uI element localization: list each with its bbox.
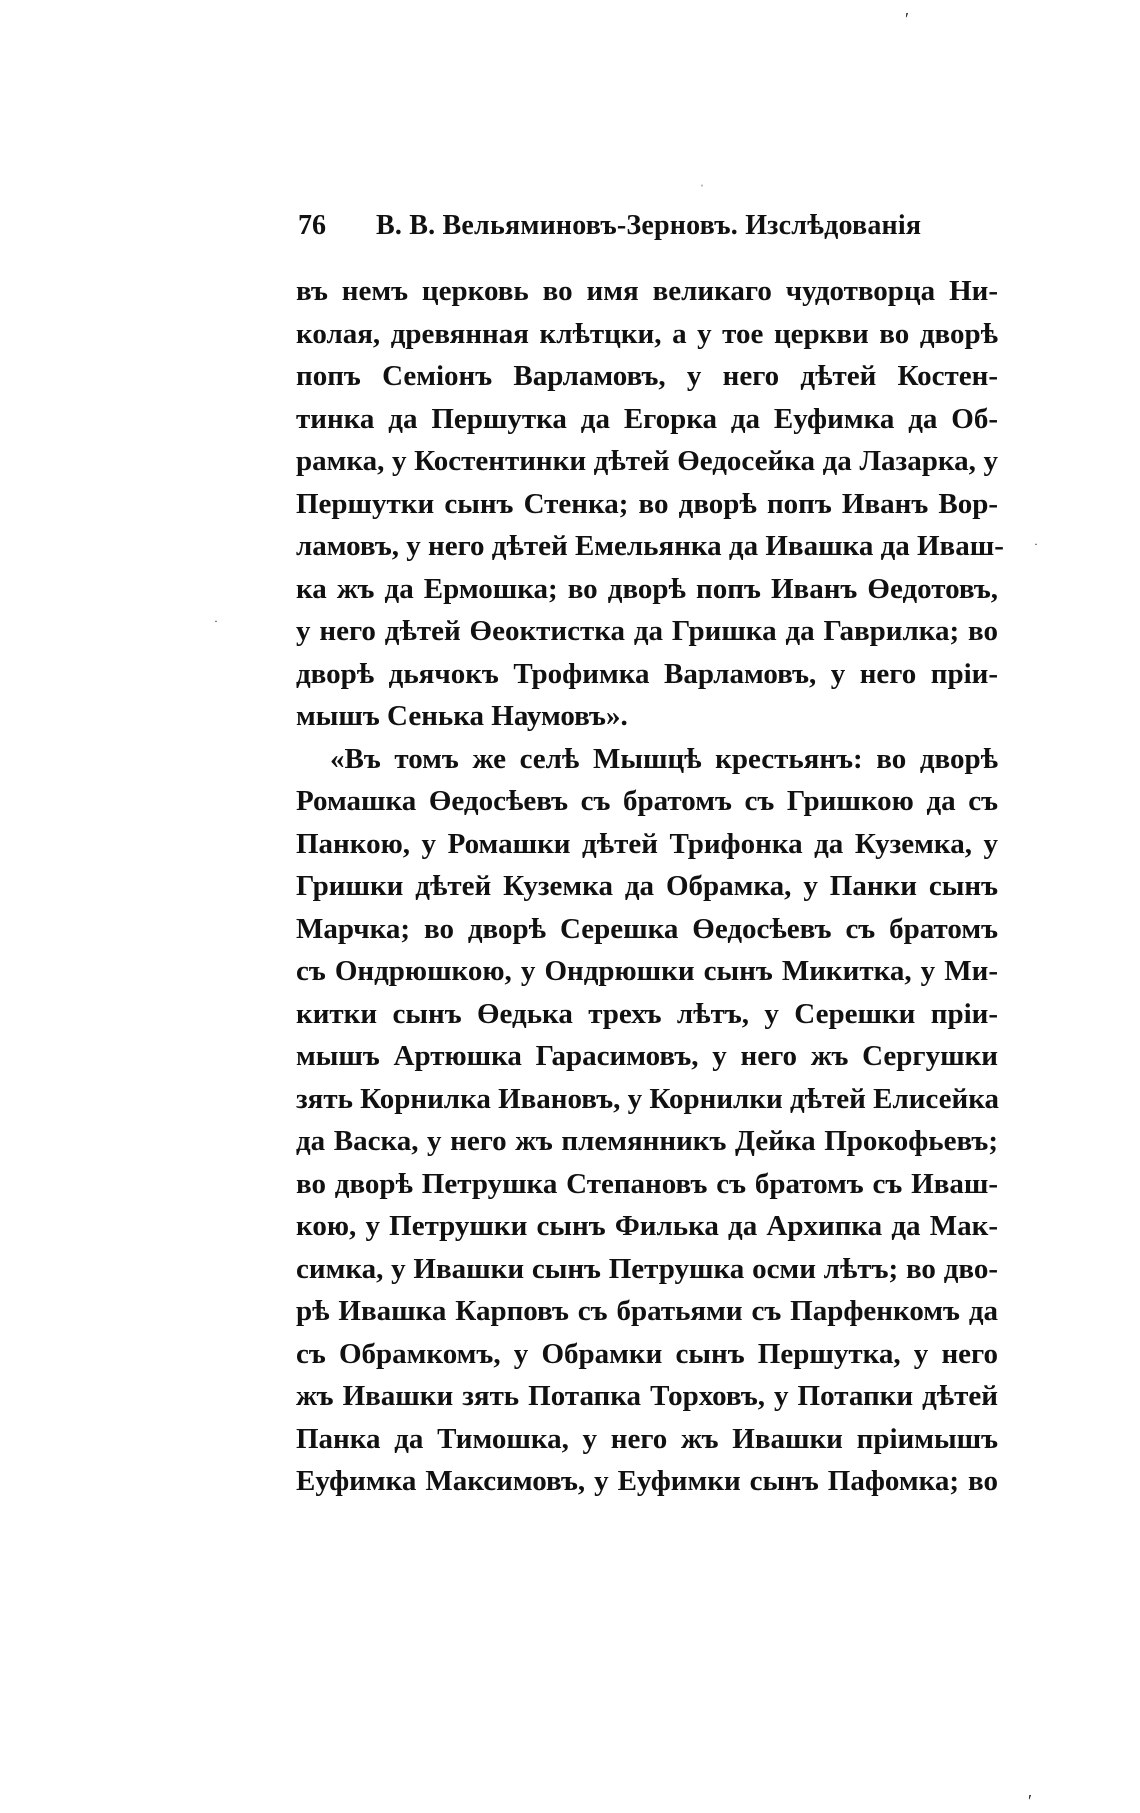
stray-mark-left-margin: · (214, 614, 218, 628)
text-line: въ немъ церковь во имя великаго чудотворца Ни- (296, 275, 998, 307)
body-text (296, 270, 1004, 1503)
text-line: тинка да Першутка да Егорка да Еуфимка да Об- (296, 402, 998, 435)
text-line: дворѣ дьячокъ Трофимка Варламовъ, у него пріи- (296, 657, 998, 690)
text-line: ка жъ да Ермошка; во дворѣ попъ Иванъ Өедотовъ, (296, 572, 998, 605)
text-line: мышъ Сенька Наумовъ». (296, 700, 628, 732)
text-line: мышъ Артюшка Гарасимовъ, у него жъ Сергушки (296, 1040, 998, 1072)
text-line: Панка да Тимошка, у него жъ Ивашки пріимышъ (296, 1422, 998, 1455)
text-line: попъ Семіонъ Варламовъ, у него дѣтей Костен- (296, 360, 998, 392)
text-line: рамка, у Костентинки дѣтей Өедосейка да Лазарка, у (296, 445, 998, 477)
text-line: Панкою, у Ромашки дѣтей Трифонка да Куземка, у (296, 827, 998, 860)
text-line: да Васка, у него жъ племянникъ Дейка Прокофьевъ; (296, 1125, 998, 1157)
text-line: симка, у Ивашки сынъ Петрушка осми лѣтъ; во дво- (296, 1252, 998, 1285)
text-line: колая, древянная клѣтцки, а у тое церкви во дворѣ (296, 317, 998, 350)
stray-mark-top-right: ′ (905, 9, 909, 29)
text-line: Гришки дѣтей Куземка да Обрамка, у Панки сынъ (296, 870, 998, 902)
text-line: Ромашка Өедосѣевъ съ братомъ съ Гришкою да съ (296, 785, 998, 817)
text-line: Марчка; во дворѣ Серешка Өедосѣевъ съ братомъ (296, 912, 998, 945)
text-line: зять Корнилка Ивановъ, у Корнилки дѣтей Елисейка (296, 1082, 1000, 1115)
text-line: Першутки сынъ Стенка; во дворѣ попъ Иванъ Вор- (296, 487, 998, 520)
paragraph-start-line: «Въ томъ же селѣ Мышцѣ крестьянъ: во дворѣ (330, 742, 998, 775)
text-line: во дворѣ Петрушка Степановъ съ братомъ съ Иваш- (296, 1167, 998, 1200)
page-number: 76 (298, 210, 326, 241)
text-line: у него дѣтей Өеоктистка да Гришка да Гаврилка; во (296, 615, 998, 647)
text-line: съ Обрамкомъ, у Обрамки сынъ Першутка, у него (296, 1337, 998, 1370)
running-title: В. В. Вельяминовъ-Зерновъ. Изслѣдованія (376, 210, 922, 241)
stray-mark-bottom-right: ′ (1028, 1791, 1032, 1811)
page-header (292, 206, 1006, 246)
stray-mark-right-margin: · (1034, 537, 1038, 551)
text-line: кою, у Петрушки сынъ Филька да Архипка да Мак- (296, 1210, 998, 1242)
text-line: рѣ Ивашка Карповъ съ братьями съ Парфенкомъ да (296, 1295, 998, 1327)
text-line: жъ Ивашки зять Потапка Торховъ, у Потапки дѣтей (296, 1380, 998, 1412)
text-line: Еуфимка Максимовъ, у Еуфимки сынъ Пафомка; во (296, 1465, 998, 1497)
text-line: съ Ондрюшкою, у Ондрюшки сынъ Микитка, у Ми- (296, 955, 998, 987)
text-line: китки сынъ Өедька трехъ лѣтъ, у Серешки пріи- (296, 997, 998, 1030)
stray-mark-header: ˈ (700, 182, 704, 196)
text-line: ламовъ, у него дѣтей Емельянка да Ивашка да Иваш- (296, 530, 1004, 562)
